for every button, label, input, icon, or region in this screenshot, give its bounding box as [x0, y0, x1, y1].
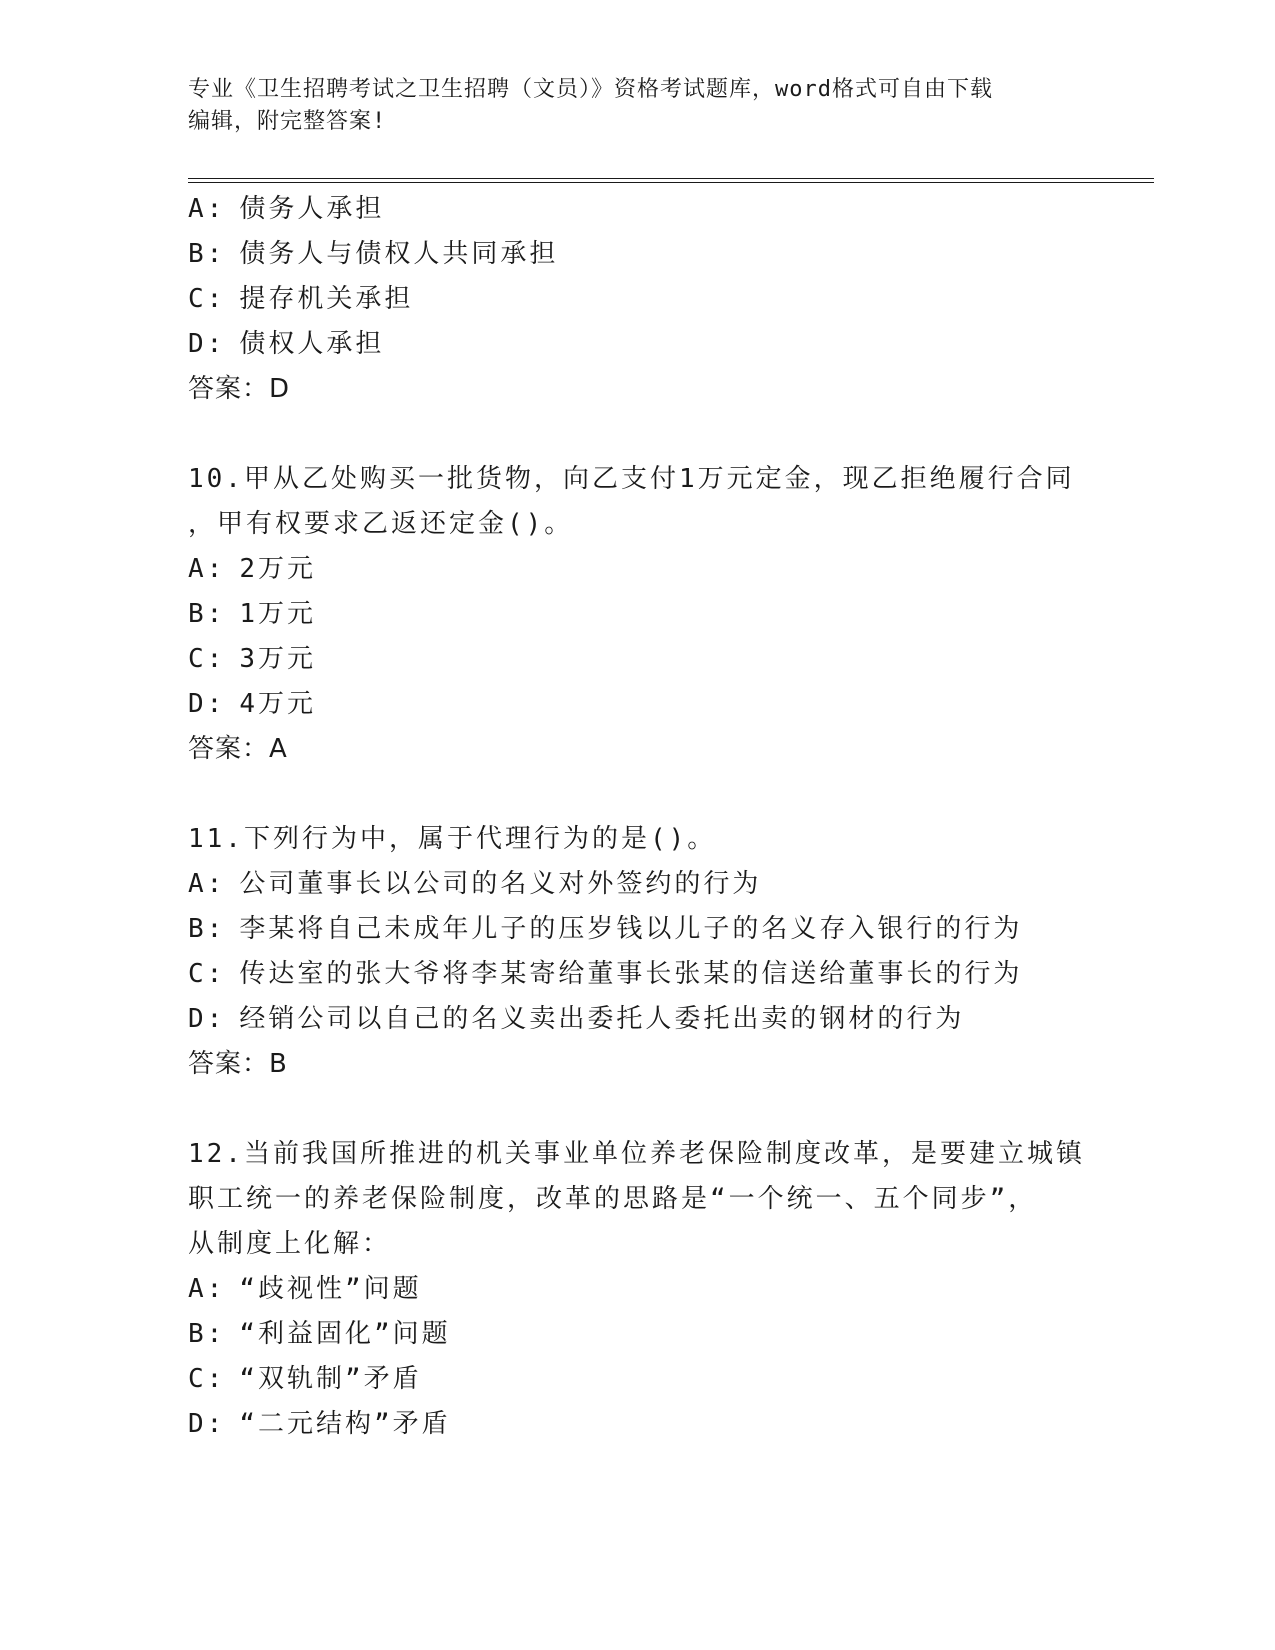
q11-option-b: B: 李某将自己未成年儿子的压岁钱以儿子的名义存入银行的行为: [188, 914, 1023, 944]
q9-option-a: A: 债务人承担: [188, 194, 385, 224]
q11-option-d: D: 经销公司以自己的名义卖出委托人委托出卖的钢材的行为: [188, 1004, 965, 1034]
q9-answer: 答案：D: [188, 374, 291, 404]
header-title-line-1: 专业《卫生招聘考试之卫生招聘（文员）》资格考试题库，word格式可自由下载: [188, 77, 993, 102]
q12-stem-line-1: 12.当前我国所推进的机关事业单位养老保险制度改革，是要建立城镇: [188, 1139, 1085, 1169]
q12-stem-line-2: 职工统一的养老保险制度，改革的思路是“一个统一、五个同步”，: [188, 1184, 1038, 1214]
q10-stem-line-2: ，甲有权要求乙返还定金()。: [188, 509, 574, 539]
header-divider: [188, 178, 1154, 183]
q10-option-c: C: 3万元: [188, 644, 316, 674]
q10-option-b: B: 1万元: [188, 599, 316, 629]
q12-stem-line-3: 从制度上化解：: [188, 1229, 392, 1259]
header-title-line-2: 编辑，附完整答案!: [188, 109, 387, 134]
q11-option-a: A: 公司董事长以公司的名义对外签约的行为: [188, 869, 762, 899]
q10-option-d: D: 4万元: [188, 689, 316, 719]
q9-option-c: C: 提存机关承担: [188, 284, 414, 314]
q10-answer: 答案：A: [188, 734, 288, 764]
q9-option-b: B: 债务人与债权人共同承担: [188, 239, 559, 269]
q10-stem-line-1: 10.甲从乙处购买一批货物，向乙支付1万元定金，现乙拒绝履行合同: [188, 464, 1075, 494]
q12-option-c: C: “双轨制”矛盾: [188, 1364, 422, 1394]
q11-option-c: C: 传达室的张大爷将李某寄给董事长张某的信送给董事长的行为: [188, 959, 1023, 989]
q12-option-b: B: “利益固化”问题: [188, 1319, 451, 1349]
q11-stem-line-1: 11.下列行为中，属于代理行为的是()。: [188, 824, 717, 854]
q12-option-a: A: “歧视性”问题: [188, 1274, 422, 1304]
q12-option-d: D: “二元结构”矛盾: [188, 1409, 451, 1439]
q11-answer: 答案：B: [188, 1049, 288, 1079]
q9-option-d: D: 债权人承担: [188, 329, 385, 359]
q10-option-a: A: 2万元: [188, 554, 316, 584]
page-header: [188, 74, 1088, 138]
